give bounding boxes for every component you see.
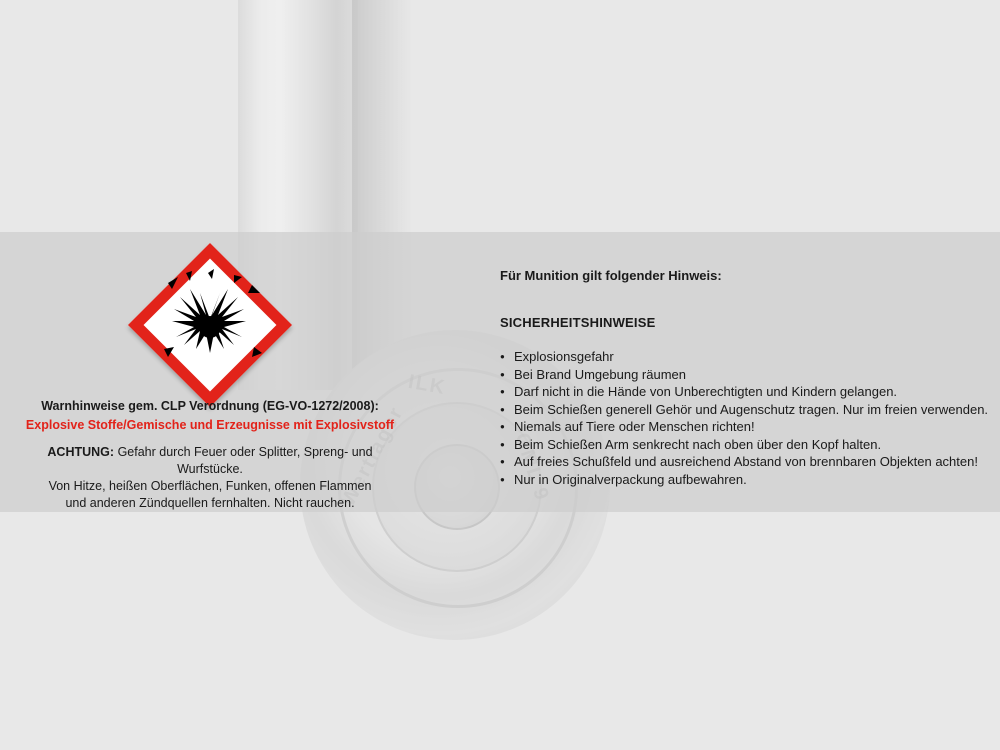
list-item: ● Bei Brand Umgebung räumen	[500, 366, 980, 384]
clp-warning-subtitle: Explosive Stoffe/Gemische und Erzeugnisse mit Explosivstoff	[25, 418, 395, 432]
list-item: ● Darf nicht in die Hände von Unberechtigten und Kindern gelangen.	[500, 383, 980, 401]
info-heading: Für Munition gilt folgender Hinweis:	[500, 268, 722, 283]
info-subheading: SICHERHEITSHINWEISE	[500, 315, 656, 330]
explosion-icon	[134, 249, 286, 401]
list-item: ● Beim Schießen generell Gehör und Augenschutz tragen. Nur im freien verwenden.	[500, 401, 980, 419]
list-item: ● Beim Schießen Arm senkrecht nach oben über den Kopf halten.	[500, 436, 980, 454]
warning-body-line-3: und anderen Zündquellen fernhalten. Nicht rauchen.	[65, 496, 355, 510]
safety-bullet-list	[500, 348, 989, 488]
list-item: ● Niemals auf Tiere oder Menschen richten!	[500, 418, 980, 436]
list-item: ● Explosionsgefahr	[500, 348, 980, 366]
attention-label: ACHTUNG:	[47, 445, 115, 459]
clp-warning-block	[20, 398, 400, 512]
warning-body-line-1: Gefahr durch Feuer oder Splitter, Spreng- und Wurfstücke.	[117, 445, 373, 476]
list-item: ● Nur in Originalverpackung aufbewahren.	[500, 471, 980, 489]
ammunition-info-column	[500, 268, 989, 488]
ghs-explosive-pictogram	[134, 249, 286, 401]
warning-body-line-2: Von Hitze, heißen Oberflächen, Funken, offenen Flammen	[48, 479, 372, 493]
clp-warning-title: Warnhinweise gem. CLP Verordnung (EG-VO-1272/2008):	[41, 399, 379, 413]
clp-warning-body	[20, 444, 400, 512]
list-item: ● Auf freies Schußfeld und ausreichend Abstand von brennbaren Objekten achten!	[500, 453, 980, 471]
